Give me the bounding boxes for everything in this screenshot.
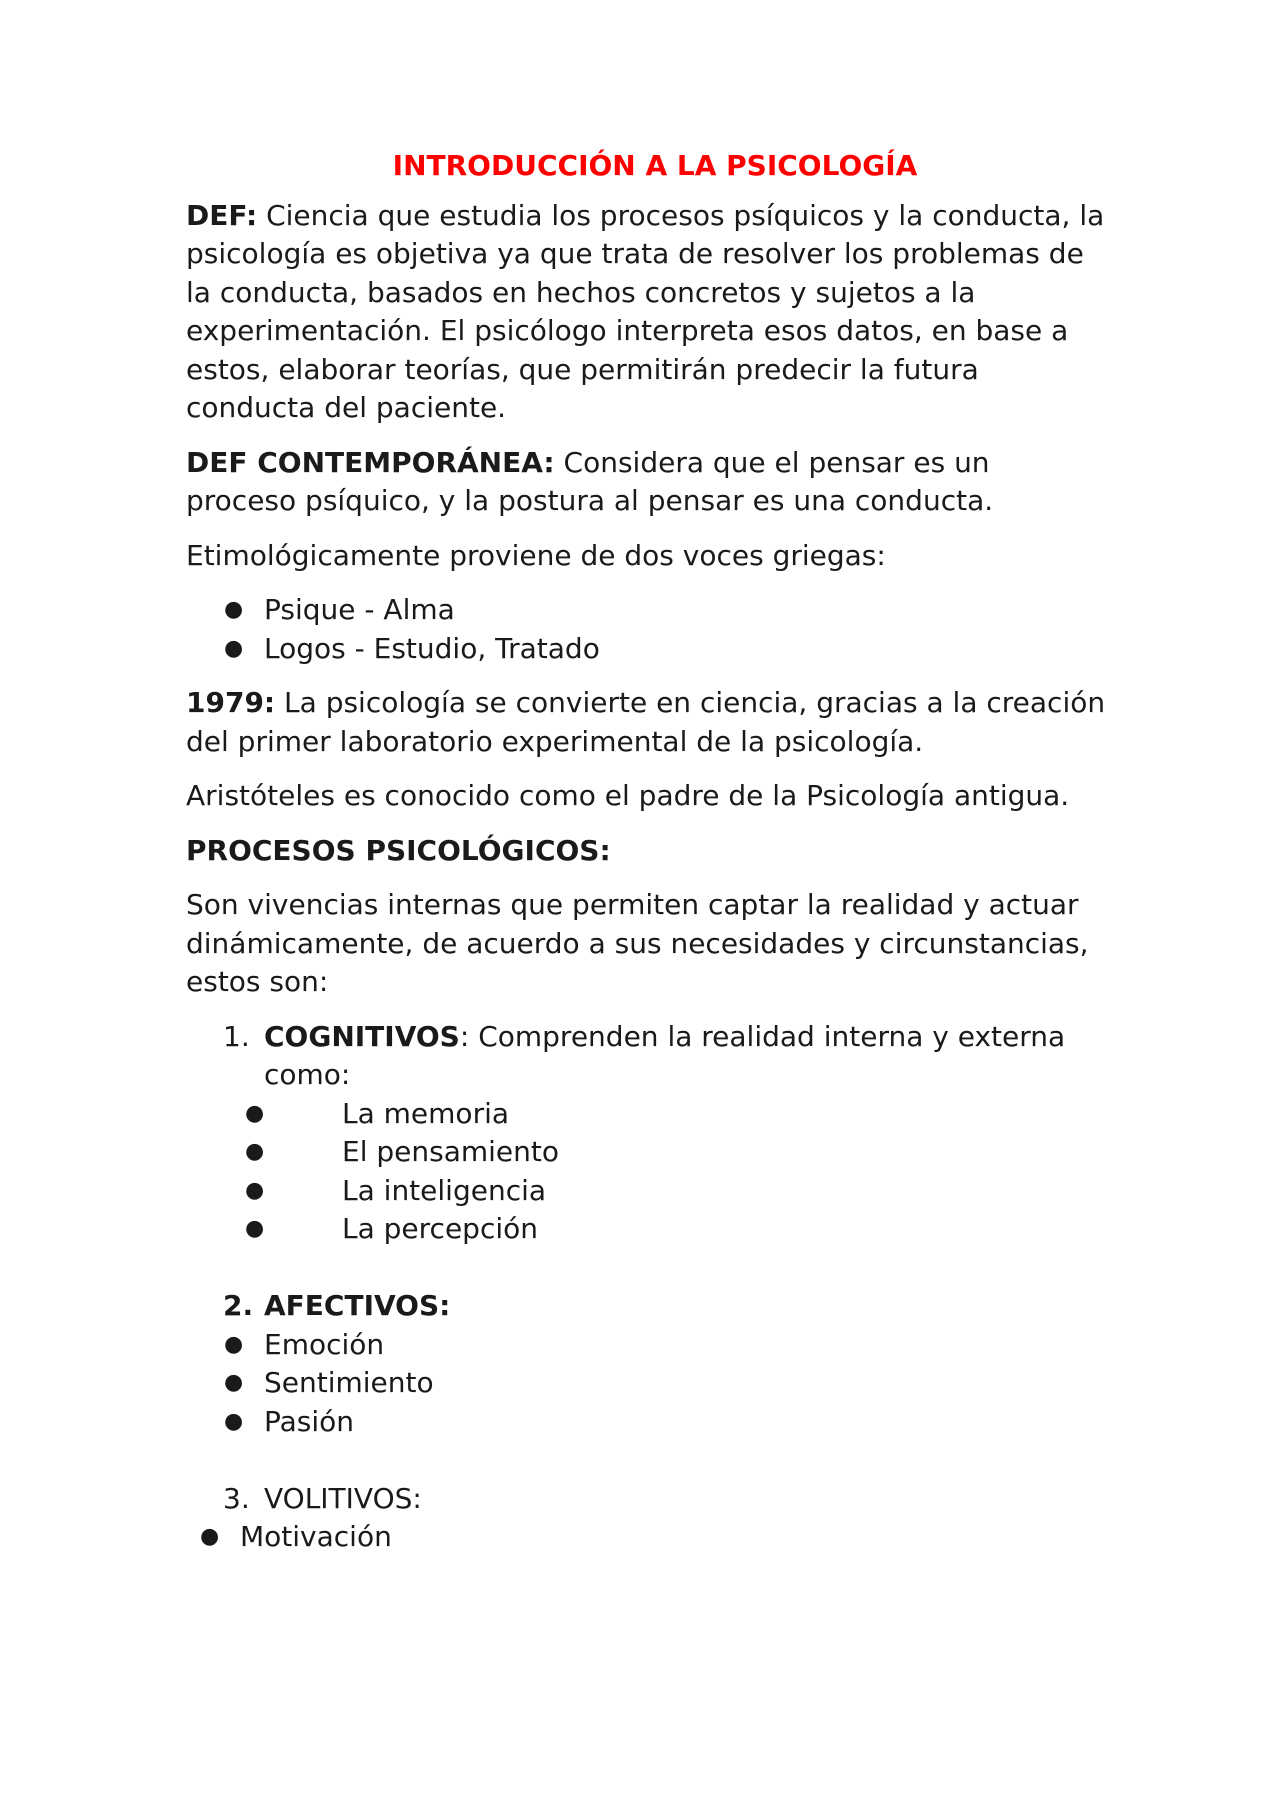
procesos-heading: PROCESOS PSICOLÓGICOS: — [186, 833, 611, 867]
list-item — [186, 1518, 1106, 1557]
volitivos-label: VOLITIVOS: — [264, 1481, 422, 1515]
afectivos-label: AFECTIVOS: — [264, 1289, 451, 1322]
bullet-icon: ● — [224, 1331, 244, 1357]
def-contemporanea-text: Considera que el pensar es un proceso psíquico, y la postura al pensar es una conducta. — [186, 445, 994, 517]
bullet-icon: ● — [245, 1139, 265, 1164]
cognitivos-label: COGNITIVOS — [264, 1019, 460, 1053]
def-paragraph — [186, 197, 1106, 428]
def-label: DEF: — [186, 198, 258, 232]
afectivos-section — [186, 1287, 1106, 1480]
list-item — [186, 1326, 1106, 1365]
year-paragraph — [186, 684, 1106, 761]
bullet-icon: ● — [224, 597, 244, 622]
numbered-item-volitivos — [186, 1480, 1106, 1519]
list-item — [186, 1403, 1106, 1442]
bullet-icon: ● — [245, 1100, 265, 1126]
numbered-item-number: 2. — [223, 1289, 254, 1322]
list-item-text: La inteligencia — [342, 1173, 547, 1207]
def-contemporanea-paragraph — [186, 444, 1106, 521]
etimologia-list — [186, 591, 1106, 668]
etimologia-intro: Etimológicamente proviene de dos voces griegas: — [186, 538, 886, 572]
procesos-intro: Son vivencias internas que permiten captar la realidad y actuar dinámicamente, de acuerdo a sus necesidades y circunstancias, estos son: — [186, 888, 1089, 998]
list-item-text: Sentimiento — [264, 1366, 434, 1399]
bullet-icon: ● — [200, 1524, 220, 1549]
def-text: Ciencia que estudia los procesos psíquicos y la conducta, la psicología es objetiva ya que trata de resolver los problemas de la conducta, basados en hechos concretos y sujetos a la experimentación. El psicólogo interpreta esos datos, en base a estos, elaborar teorías, que permitirán predecir la futura conducta del paciente. — [186, 198, 1105, 424]
def-contemporanea-label: DEF CONTEMPORÁNEA: — [186, 445, 555, 479]
cognitivos-section — [186, 1018, 1106, 1288]
document-content — [186, 147, 1106, 1557]
aristoteles-paragraph: Aristóteles es conocido como el padre de la Psicología antigua. — [186, 779, 1070, 812]
numbered-item-number: 3. — [223, 1481, 250, 1515]
numbered-item-afectivos — [186, 1287, 1106, 1326]
volitivos-section — [186, 1480, 1106, 1557]
year-text: La psicología se convierte en ciencia, gracias a la creación del primer laboratorio experimental de la psicología. — [186, 686, 1106, 758]
list-item-text: Pasión — [264, 1404, 355, 1438]
list-item — [186, 1095, 1106, 1134]
list-item-text: Psique - Alma — [264, 593, 455, 626]
numbered-item-cognitivos — [186, 1018, 1106, 1095]
list-item — [186, 1210, 1106, 1249]
list-item-text: El pensamiento — [342, 1135, 559, 1168]
cognitivos-text: : Comprenden la realidad interna y externa como: — [264, 1019, 1066, 1091]
year-label: 1979: — [186, 686, 276, 719]
list-item-text: Motivación — [240, 1520, 392, 1553]
bullet-icon: ● — [245, 1216, 265, 1241]
bullet-icon: ● — [224, 635, 244, 661]
list-item — [186, 1172, 1106, 1211]
list-item — [186, 1133, 1106, 1172]
bullet-icon: ● — [224, 1408, 244, 1434]
document-title: INTRODUCCIÓN A LA PSICOLOGÍA — [392, 149, 918, 182]
list-item-text: La memoria — [342, 1096, 510, 1130]
numbered-item-number: 1. — [223, 1019, 250, 1053]
bullet-icon: ● — [245, 1177, 265, 1203]
list-item-text: Logos - Estudio, Tratado — [264, 631, 600, 665]
list-item-text: La percepción — [342, 1212, 538, 1245]
list-item — [186, 591, 1106, 630]
list-item — [186, 630, 1106, 669]
list-item-text: Emoción — [264, 1327, 385, 1361]
list-item — [186, 1364, 1106, 1403]
bullet-icon: ● — [224, 1370, 244, 1395]
